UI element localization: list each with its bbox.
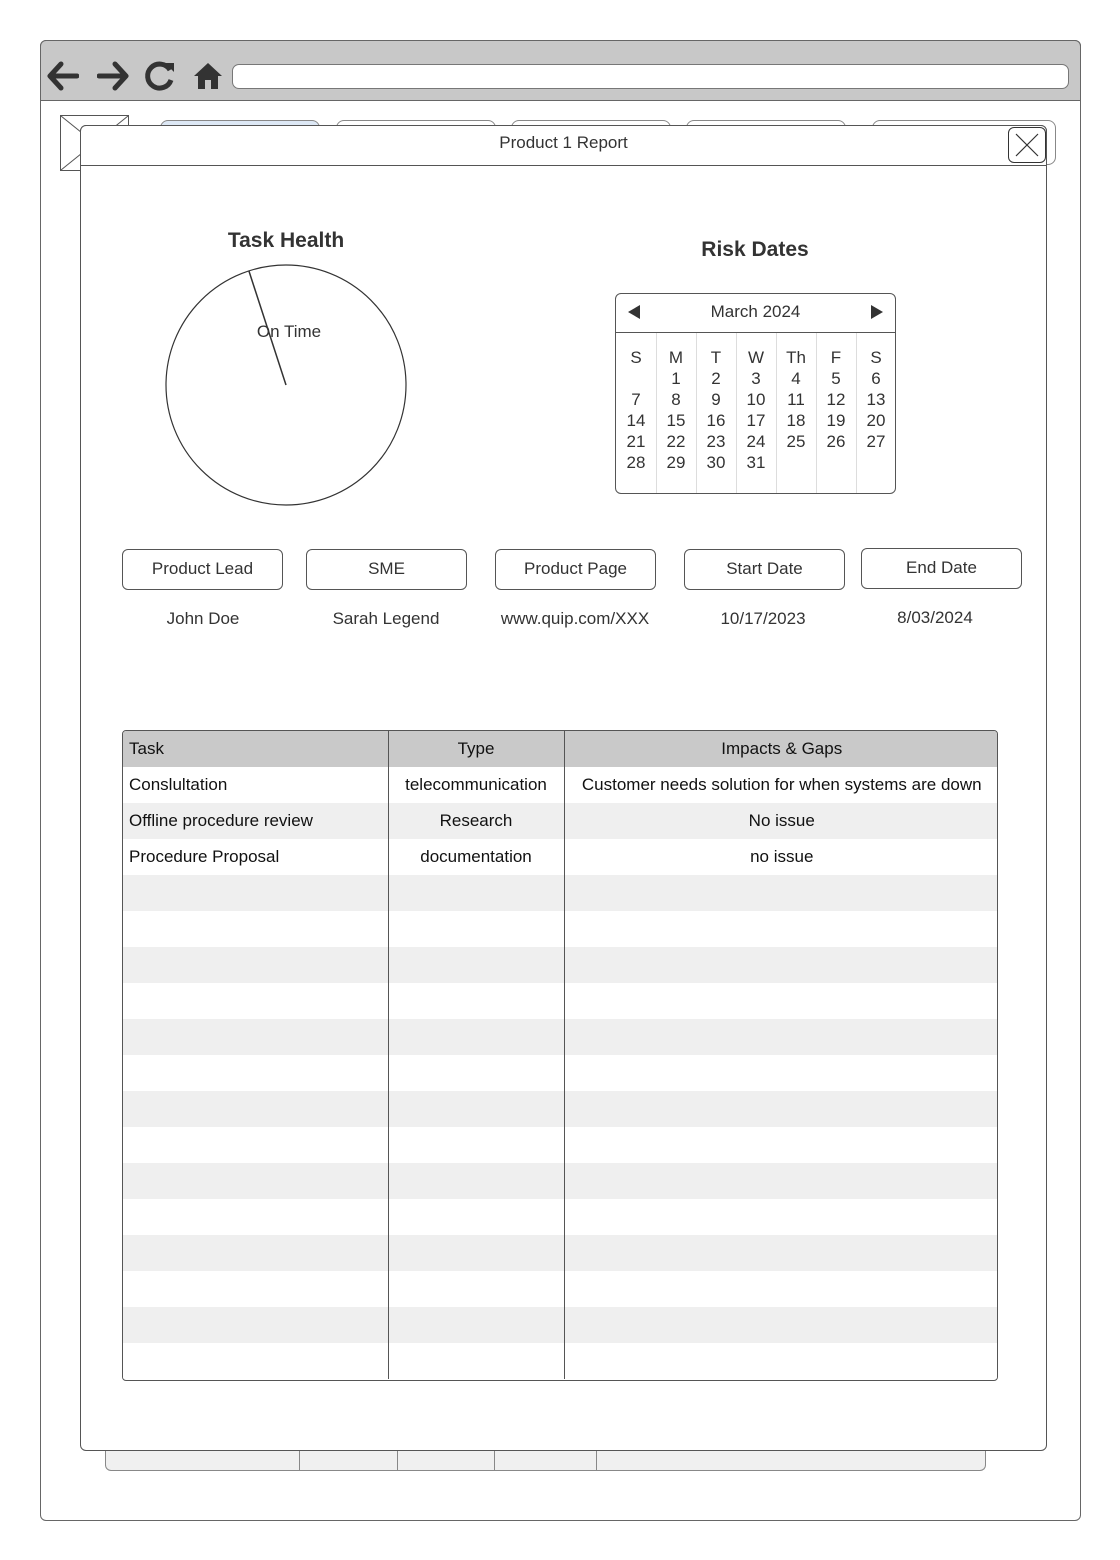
reload-icon[interactable]	[143, 59, 177, 93]
calendar-day[interactable]: 17	[746, 411, 766, 430]
cell-task	[123, 1199, 388, 1235]
calendar-week-row	[616, 410, 896, 431]
cell-type	[388, 1307, 564, 1343]
calendar-day[interactable]: 26	[826, 432, 846, 451]
cell-impacts	[564, 1235, 998, 1271]
calendar-weekday-label: S	[870, 348, 882, 367]
url-input[interactable]	[232, 64, 1069, 89]
product-lead-value: John Doe	[166, 609, 240, 628]
calendar-prev-icon[interactable]	[626, 304, 642, 320]
cell-impacts	[564, 1127, 998, 1163]
product-lead-button[interactable]: Product Lead	[122, 549, 283, 590]
calendar-day[interactable]: 10	[746, 390, 766, 409]
cell-type	[388, 983, 564, 1019]
column-header-impacts[interactable]: Impacts & Gaps	[564, 731, 998, 767]
cell-impacts: Customer needs solution for when systems are down	[564, 767, 998, 803]
calendar-weekday-label: F	[830, 348, 842, 367]
cell-task	[123, 983, 388, 1019]
cell-impacts	[564, 1271, 998, 1307]
cell-task	[123, 1019, 388, 1055]
calendar-day	[616, 368, 656, 389]
calendar-weekday-label: W	[747, 348, 765, 367]
risk-dates-title: Risk Dates	[701, 238, 809, 261]
cell-impacts	[564, 983, 998, 1019]
calendar-day[interactable]: 24	[746, 432, 766, 451]
calendar-day	[816, 452, 856, 473]
cell-type	[388, 947, 564, 983]
calendar-day[interactable]: 29	[666, 453, 686, 472]
home-icon[interactable]	[191, 59, 225, 93]
cell-type	[388, 1199, 564, 1235]
start-date-button[interactable]: Start Date	[684, 549, 845, 590]
calendar-day[interactable]: 20	[866, 411, 886, 430]
calendar-day[interactable]: 18	[786, 411, 806, 430]
end-date-button[interactable]: End Date	[861, 548, 1022, 589]
product-page-link[interactable]: www.quip.com/XXX	[500, 609, 650, 628]
calendar-day[interactable]: 14	[626, 411, 646, 430]
calendar-day[interactable]: 27	[866, 432, 886, 451]
table-row[interactable]	[123, 1343, 998, 1379]
table-row[interactable]	[123, 911, 998, 947]
sme-value: Sarah Legend	[332, 609, 440, 628]
cell-task	[123, 1055, 388, 1091]
cell-task: Conslultation	[123, 767, 388, 803]
calendar-day[interactable]: 31	[746, 453, 766, 472]
table-row[interactable]	[123, 1307, 998, 1343]
end-date-value: 8/03/2024	[897, 608, 973, 627]
table-row[interactable]	[123, 947, 998, 983]
calendar-day[interactable]: 21	[626, 432, 646, 451]
calendar-day[interactable]: 19	[826, 411, 846, 430]
calendar-weekday-label: Th	[786, 348, 806, 367]
cell-impacts	[564, 875, 998, 911]
calendar-weekday-row	[616, 347, 896, 368]
cell-task	[123, 1235, 388, 1271]
forward-arrow-icon[interactable]	[96, 59, 130, 93]
cell-task	[123, 1091, 388, 1127]
cell-type	[388, 911, 564, 947]
calendar-weekday-label: M	[668, 348, 684, 367]
calendar-month-label: March 2024	[710, 302, 801, 321]
task-health-title: Task Health	[227, 229, 345, 252]
calendar-day[interactable]: 3	[751, 369, 761, 388]
cell-impacts	[564, 911, 998, 947]
cell-type	[388, 1127, 564, 1163]
cell-type	[388, 1163, 564, 1199]
cell-type: telecommunication	[388, 767, 564, 803]
modal-title: Product 1 Report	[499, 133, 628, 152]
cell-task	[123, 1271, 388, 1307]
close-button[interactable]	[1008, 127, 1046, 163]
cell-impacts	[564, 1055, 998, 1091]
back-arrow-icon[interactable]	[46, 59, 80, 93]
cell-task: Offline procedure review	[123, 803, 388, 839]
calendar-day[interactable]: 11	[787, 390, 805, 409]
cell-impacts	[564, 1307, 998, 1343]
calendar-week-row	[616, 368, 896, 389]
cell-impacts: no issue	[564, 839, 998, 875]
cell-task	[123, 947, 388, 983]
cell-impacts	[564, 1343, 998, 1379]
cell-task	[123, 1307, 388, 1343]
task-health-pie	[160, 259, 412, 511]
calendar-week-row	[616, 431, 896, 452]
cell-impacts: No issue	[564, 803, 998, 839]
cell-type: Research	[388, 803, 564, 839]
table-row[interactable]	[123, 1163, 998, 1199]
table-row[interactable]	[123, 1235, 998, 1271]
calendar-day[interactable]: 9	[711, 390, 721, 409]
table-row[interactable]	[123, 839, 998, 875]
calendar-day[interactable]: 13	[866, 390, 886, 409]
cell-task	[123, 1163, 388, 1199]
cell-task	[123, 1343, 388, 1379]
cell-task: Procedure Proposal	[123, 839, 388, 875]
cell-type	[388, 1055, 564, 1091]
cell-impacts	[564, 1199, 998, 1235]
column-header-type[interactable]: Type	[388, 731, 564, 767]
calendar-day[interactable]: 7	[631, 390, 641, 409]
table-row[interactable]	[123, 1271, 998, 1307]
table-row[interactable]	[123, 1055, 998, 1091]
cell-task	[123, 911, 388, 947]
table-row[interactable]	[123, 1091, 998, 1127]
calendar-day[interactable]: 1	[671, 369, 681, 388]
calendar-day[interactable]: 15	[666, 411, 686, 430]
calendar-day[interactable]: 28	[626, 453, 646, 472]
calendar-day[interactable]: 25	[786, 432, 806, 451]
table-row[interactable]	[123, 803, 998, 839]
calendar-day[interactable]: 4	[791, 369, 801, 388]
calendar-day[interactable]: 5	[831, 369, 841, 388]
calendar-day[interactable]: 2	[711, 369, 721, 388]
sme-button[interactable]: SME	[306, 549, 467, 590]
cell-type	[388, 1091, 564, 1127]
cell-type	[388, 1343, 564, 1379]
cell-type	[388, 1271, 564, 1307]
calendar-day	[776, 452, 816, 473]
table-row[interactable]	[123, 767, 998, 803]
calendar-day[interactable]: 12	[826, 390, 846, 409]
calendar-week-row	[616, 452, 896, 473]
calendar-grid	[616, 347, 896, 473]
calendar-day[interactable]: 23	[706, 432, 726, 451]
table-body	[123, 767, 998, 1379]
column-header-task[interactable]: Task	[123, 731, 388, 767]
calendar-day[interactable]: 16	[706, 411, 726, 430]
pie-slice-label: On Time	[256, 322, 322, 341]
cell-impacts	[564, 1163, 998, 1199]
cell-task	[123, 1127, 388, 1163]
table-row[interactable]	[123, 1127, 998, 1163]
cell-type	[388, 1235, 564, 1271]
cell-impacts	[564, 1019, 998, 1055]
cell-impacts	[564, 1091, 998, 1127]
cell-type	[388, 1019, 564, 1055]
start-date-value: 10/17/2023	[720, 609, 806, 628]
product-page-button[interactable]: Product Page	[495, 549, 656, 590]
calendar-weekday-label: T	[710, 348, 722, 367]
calendar-next-icon[interactable]	[869, 304, 885, 320]
cell-type	[388, 875, 564, 911]
calendar-weekday-label: S	[630, 348, 642, 367]
calendar-day[interactable]: 6	[871, 369, 881, 388]
table-header-row	[123, 731, 998, 767]
cell-impacts	[564, 947, 998, 983]
cell-type: documentation	[388, 839, 564, 875]
table-row[interactable]	[123, 875, 998, 911]
calendar-day[interactable]: 22	[666, 432, 686, 451]
calendar-day[interactable]: 8	[671, 390, 681, 409]
close-icon	[1014, 132, 1040, 158]
calendar-day[interactable]: 30	[706, 453, 726, 472]
task-table	[122, 730, 998, 1381]
table-row[interactable]	[123, 983, 998, 1019]
cell-task	[123, 875, 388, 911]
risk-dates-calendar	[615, 293, 896, 494]
calendar-week-row	[616, 389, 896, 410]
table-row[interactable]	[123, 1019, 998, 1055]
calendar-day	[856, 452, 896, 473]
table-row[interactable]	[123, 1199, 998, 1235]
